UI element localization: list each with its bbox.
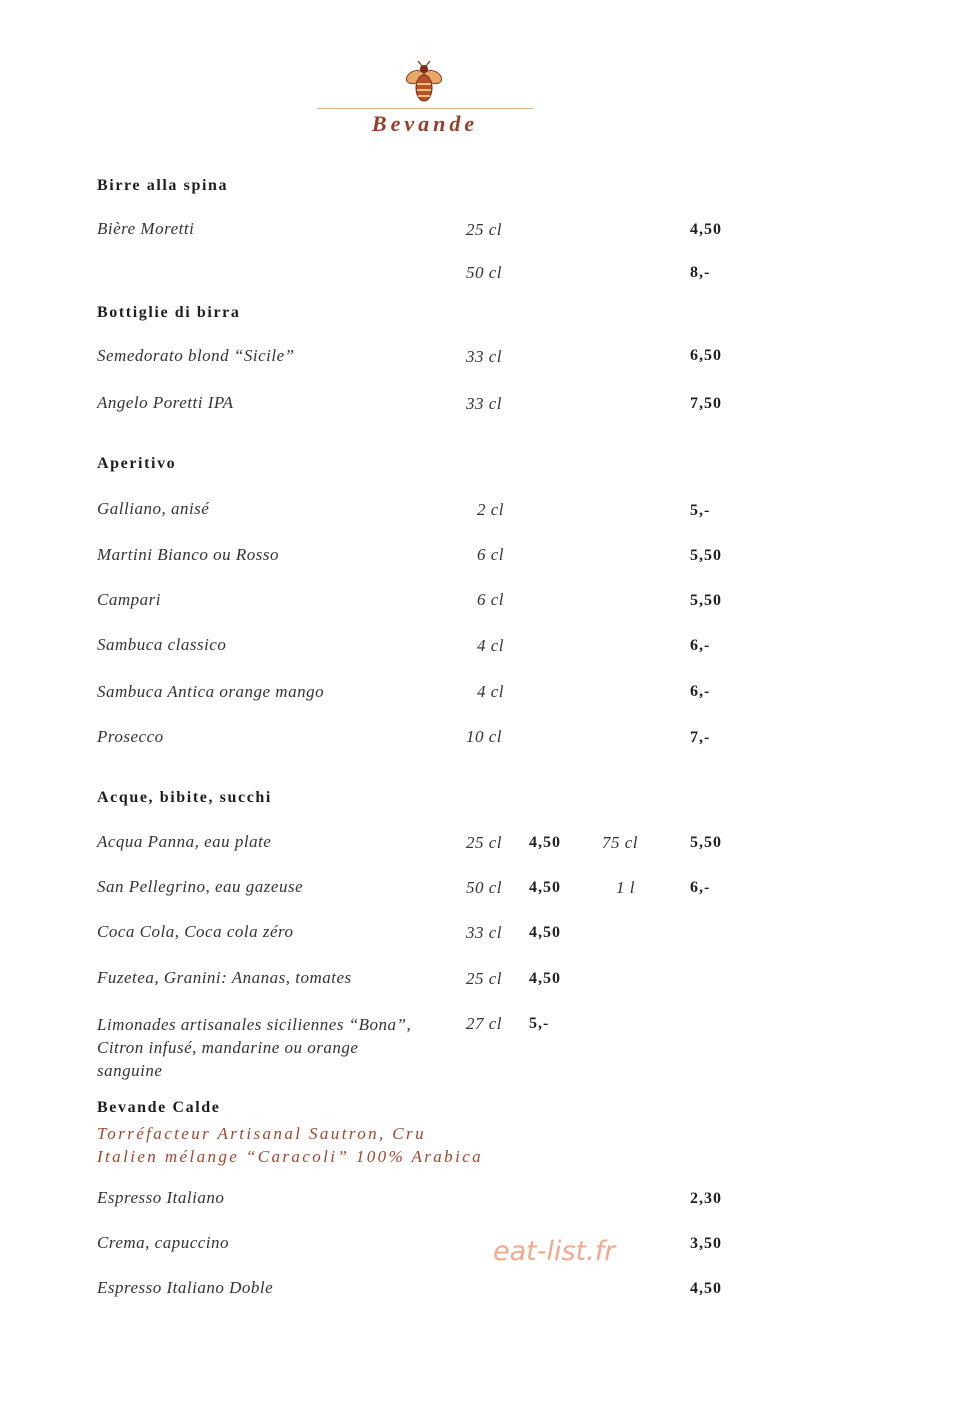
menu-item-name: Galliano, anisé (97, 499, 210, 518)
menu-item-size: 50 cl (466, 878, 503, 897)
menu-item-size-large: 75 cl (602, 833, 639, 852)
menu-item-size: 6 cl (477, 590, 505, 609)
section-title: Aperitivo (97, 455, 177, 472)
menu-item-size: 6 cl (477, 545, 505, 564)
menu-item-price: 4,50 (690, 221, 722, 238)
menu-item-name: Acqua Panna, eau plate (97, 832, 272, 851)
menu-item-size: 33 cl (466, 347, 503, 366)
section-title: Bevande Calde (97, 1099, 221, 1116)
menu-item-size: 25 cl (466, 220, 503, 239)
menu-item-price: 4,50 (690, 1280, 722, 1297)
menu-item-name: Coca Cola, Coca cola zéro (97, 922, 294, 941)
menu-item-price: 6,50 (690, 347, 722, 364)
menu-item-name: Angelo Poretti IPA (97, 393, 234, 412)
menu-item-name: Crema, capuccino (97, 1233, 230, 1252)
section-title: Birre alla spina (97, 177, 229, 194)
menu-item-size: 50 cl (466, 263, 503, 282)
menu-item-name: Semedorato blond “Sicile” (97, 346, 295, 365)
menu-item-size: 25 cl (466, 833, 503, 852)
menu-item-price: 7,- (690, 729, 711, 746)
menu-item-price: 2,30 (690, 1190, 722, 1207)
menu-item-size: 10 cl (466, 727, 503, 746)
menu-item-size: 4 cl (477, 682, 505, 701)
roaster-note-line1: Torréfacteur Artisanal Sautron, Cru (97, 1124, 426, 1143)
menu-item-size: 2 cl (477, 500, 505, 519)
menu-item-size: 4 cl (477, 636, 505, 655)
menu-item-price-large: 5,50 (690, 834, 722, 851)
menu-item-price: 4,50 (529, 924, 561, 941)
menu-item-price: 4,50 (529, 970, 561, 987)
menu-item-name: Prosecco (97, 727, 164, 746)
menu-item-size: 33 cl (466, 923, 503, 942)
menu-item-name: Bière Moretti (97, 219, 195, 238)
menu-item-name: Sambuca Antica orange mango (97, 682, 325, 701)
menu-item-name: Limonades artisanales siciliennes “Bona”, Citron infusé, mandarine ou orange sanguine (97, 1015, 412, 1080)
menu-item-size: 27 cl (466, 1014, 503, 1033)
menu-item-price: 5,- (529, 1015, 550, 1032)
menu-item-price: 6,- (690, 637, 711, 654)
menu-item-price-large: 6,- (690, 879, 711, 896)
menu-item-price: 4,50 (529, 834, 561, 851)
menu-item-name: Espresso Italiano (97, 1188, 225, 1207)
menu-item-name: Martini Bianco ou Rosso (97, 545, 279, 564)
menu-item-price: 5,50 (690, 592, 722, 609)
menu-item-name: Espresso Italiano Doble (97, 1278, 274, 1297)
menu-item-name: San Pellegrino, eau gazeuse (97, 877, 304, 896)
section-title: Bottiglie di birra (97, 304, 241, 321)
menu-item-size: 25 cl (466, 969, 503, 988)
menu-item-size: 33 cl (466, 394, 503, 413)
menu-item-price: 6,- (690, 683, 711, 700)
menu-item-price: 5,50 (690, 547, 722, 564)
menu-item-name: Fuzetea, Granini: Ananas, tomates (97, 968, 352, 987)
watermark: eat-list.fr (493, 1236, 616, 1267)
menu-item-price: 8,- (690, 264, 711, 281)
section-title: Acque, bibite, succhi (97, 789, 272, 806)
page-title: Bevande (371, 111, 479, 136)
menu-item-size-large: 1 l (616, 878, 635, 897)
menu-item-price: 4,50 (529, 879, 561, 896)
menu-item-name: Sambuca classico (97, 635, 227, 654)
title-divider (317, 108, 533, 109)
menu-item-name: Campari (97, 590, 161, 609)
menu-item-price: 7,50 (690, 395, 722, 412)
roaster-note-line2: Italien mélange “Caracoli” 100% Arabica (97, 1147, 484, 1166)
menu-item-price: 3,50 (690, 1235, 722, 1252)
bee-icon (404, 60, 444, 106)
menu-item-price: 5,- (690, 502, 711, 519)
